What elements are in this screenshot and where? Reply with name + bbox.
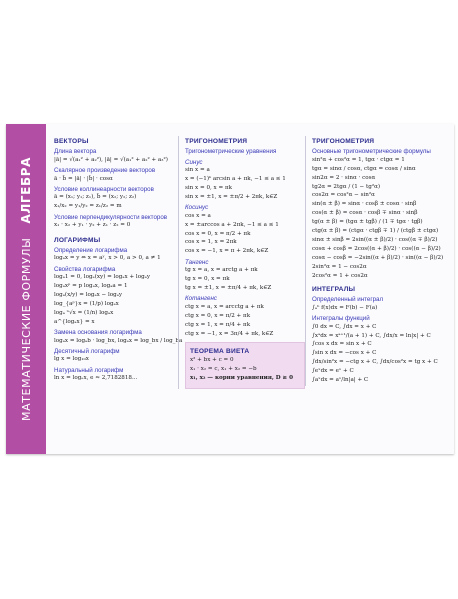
formula-tan-1: tg x = a, x = arctg a + πk — [185, 267, 258, 274]
formula-trig-8: tg(α ± β) = (tgα ± tgβ) / (1 ∓ tgα · tgβ) — [312, 219, 423, 226]
label-tangent: Тангенс — [185, 258, 209, 266]
formula-int-7: ∫aˣdx = aˣ/ln|a| + C — [312, 377, 369, 384]
formula-trig-11: cosα + cosβ = 2cos((α + β)/2) · cos((α − β)/2) — [312, 245, 441, 252]
column-trig-integrals — [305, 136, 452, 386]
formula-log-prop-1: logₐ1 = 0, logₐ(xy) = logₐx + logₐy — [54, 274, 150, 281]
formula-natural-log: ln x = logₑx, e ≈ 2,7182818... — [54, 375, 138, 382]
formula-log-prop-5: logₐ ⁿ√x = (1/n) logₐx — [54, 309, 114, 316]
formula-perpendicular: x₁ · x₂ + y₁ · y₂ + z₁ · z₂ = 0 — [54, 222, 131, 229]
label-cotangent: Котангенс — [185, 295, 217, 303]
formula-decimal-log: lg x = log₁₀x — [54, 356, 89, 363]
formula-cos-4: cos x = 1, x = 2πk — [185, 239, 237, 246]
formula-trig-14: 2cos²α = 1 + cos2α — [312, 272, 368, 279]
side-band — [6, 124, 46, 454]
label-trig-equations: Тригонометрические уравнения — [185, 148, 277, 156]
formula-trig-4: tg2α = 2tgα / (1 − tg²α) — [312, 183, 381, 190]
formula-tan-3: tg x = ±1, x = ±π/4 + πk, k∈Z — [185, 285, 272, 291]
formula-cos-1: cos x = a — [185, 212, 211, 219]
formula-log-change-base: logₐx = logₐb · log_bx, logₐx = log_bx / log_ba — [54, 337, 183, 344]
formula-trig-9: ctg(α ± β) = (ctgα · ctgβ ∓ 1) / (ctgβ ± ctgα) — [312, 228, 439, 235]
formula-card — [6, 124, 454, 454]
formula-trig-7: cos(α ± β) = cosα · cosβ ∓ sinα · sinβ — [312, 210, 418, 217]
formula-log-prop-3: logₐ(x/y) = logₐx − logₐy — [54, 292, 123, 298]
formula-vieta-3: x₁, x₂ — корни уравнения, D ≥ 0 — [190, 375, 294, 382]
band-title-main: МАТЕМАТИЧЕСКИЕ ФОРМУЛЫ — [20, 237, 33, 421]
formula-log-definition: logₐx = y ⇔ x = aʸ, x > 0, a > 0, a ≠ 1 — [54, 255, 161, 262]
formula-vector-length: |ā| = √(a₁² + a₂²), |ā| = √(a₁² + a₂² + a₃²) — [54, 156, 168, 163]
formula-trig-6: sin(α ± β) = sinα · cosβ ± cosα · sinβ — [312, 201, 417, 208]
formula-trig-10: sinα ± sinβ = 2sin((α ± β)/2) · cos((α ∓ β)/2) — [312, 236, 438, 243]
formula-cos-5: cos x = −1, x = π + 2πk, k∈Z — [185, 248, 269, 255]
formula-trig-2: tgα = sinα / cosα, ctgα = cosα / sinα — [312, 165, 416, 172]
section-head-trig-1: ТРИГОНОМЕТРИЯ — [185, 138, 248, 145]
vieta-box — [185, 342, 305, 389]
formula-int-2: ∫xᵃdx = xᵃ⁺¹/(a + 1) + C, ∫dx/x = ln|x| + C — [312, 332, 431, 339]
formula-cot-2: ctg x = 0, x = π/2 + πk — [185, 312, 251, 319]
label-natural-log: Натуральный логарифм — [54, 366, 124, 374]
section-head-vectors: ВЕКТОРЫ — [54, 138, 89, 145]
side-band-title — [19, 157, 33, 421]
formula-collinear-1: ā = (x₁; y₁; z₁), b̄ = (x₂; y₂; z₂) — [54, 194, 137, 201]
label-log-properties: Свойства логарифма — [54, 265, 116, 273]
formula-cot-4: ctg x = −1, x = 3π/4 + πk, k∈Z — [185, 330, 274, 337]
formula-collinear-2: x₁/x₂ = y₁/y₂ = z₁/z₂ = m — [54, 203, 122, 210]
label-definite-integral: Определенный интеграл — [312, 296, 384, 304]
section-head-integrals: ИНТЕГРАЛЫ — [312, 286, 356, 293]
formula-cot-1: ctg x = a, x = arcctg a + πk — [185, 303, 264, 310]
formula-log-prop-4: log_{aᵖ}x = (1/p) logₐx — [54, 300, 119, 307]
formula-cos-2: x = ±arccos a + 2πk, −1 ≤ a ≤ 1 — [185, 221, 279, 228]
formula-sin-2: x = (−1)ᵏ arcsin a + πk, −1 ≤ a ≤ 1 — [185, 176, 286, 183]
section-head-logs: ЛОГАРИФМЫ — [54, 236, 101, 244]
label-log-change-base: Замена основания логарифма — [54, 329, 142, 337]
formula-trig-13: 2sin²α = 1 − cos2α — [312, 263, 367, 270]
band-title-section: АЛГЕБРА — [19, 157, 33, 224]
formula-log-prop-6: a^{logₐx} = x — [54, 318, 95, 325]
formula-vieta-2: x₁ · x₂ = c, x₁ + x₂ = −b — [190, 366, 257, 373]
formula-trig-1: sin²α + cos²α = 1, tgα · ctgα = 1 — [312, 156, 405, 163]
formula-log-prop-2: logₐxᵖ = p logₐx, logₐa = 1 — [54, 283, 128, 290]
column-trig-equations — [178, 136, 305, 389]
label-cosine: Косинус — [185, 204, 209, 212]
formula-scalar: ā · b̄ = |ā| · |b̄| · cosα — [54, 175, 113, 182]
formula-sin-1: sin x = a — [185, 167, 210, 174]
column-vectors-logs — [54, 136, 183, 384]
section-head-trig-2: ТРИГОНОМЕТРИЯ — [312, 138, 375, 145]
formula-trig-12: cosα − cosβ = −2sin((α + β)/2) · sin((α − β)/2) — [312, 254, 444, 261]
formula-int-3: ∫cos x dx = sin x + C — [312, 341, 372, 348]
formula-int-6: ∫eˣdx = eˣ + C — [312, 368, 354, 375]
formula-trig-5: cos2α = cos²α − sin²α — [312, 192, 375, 199]
label-perpendicular: Условие перпендикулярности векторов — [54, 213, 168, 221]
label-scalar: Скалярное произведение векторов — [54, 167, 156, 175]
formula-sin-3: sin x = 0, x = πk — [185, 185, 233, 192]
formula-cot-3: ctg x = 1, x = π/4 + πk — [185, 321, 251, 328]
formula-int-5: ∫dx/sin²x = −ctg x + C, ∫dx/cos²x = tg x + C — [312, 359, 438, 366]
formula-definite-integral: ∫ₐᵇ f(x)dx = F(b) − F(a) — [312, 304, 378, 311]
formula-int-1: ∫0 dx = C, ∫dx = x + C — [312, 323, 377, 330]
label-log-definition: Определение логарифма — [54, 246, 128, 254]
label-decimal-log: Десятичный логарифм — [54, 347, 120, 355]
label-integral-table: Интегралы функций — [312, 315, 370, 323]
label-collinear: Условие коллинеарности векторов — [54, 186, 154, 194]
formula-vieta-1: x² + bx + c = 0 — [190, 357, 234, 364]
section-head-vieta: ТЕОРЕМА ВИЕТА — [190, 347, 250, 355]
formula-trig-3: sin2α = 2 · sinα · cosα — [312, 174, 376, 181]
formula-sin-4: sin x = ±1, x = ±π/2 + 2πk, k∈Z — [185, 193, 278, 200]
label-vector-length: Длина вектора — [54, 148, 97, 156]
label-basic-trig: Основные тригонометрические формулы — [312, 148, 431, 156]
formula-cos-3: cos x = 0, x = π/2 + πk — [185, 230, 251, 237]
formula-int-4: ∫sin x dx = −cos x + C — [312, 350, 377, 357]
label-sine: Синус — [185, 158, 203, 166]
formula-tan-2: tg x = 0, x = πk — [185, 276, 230, 283]
